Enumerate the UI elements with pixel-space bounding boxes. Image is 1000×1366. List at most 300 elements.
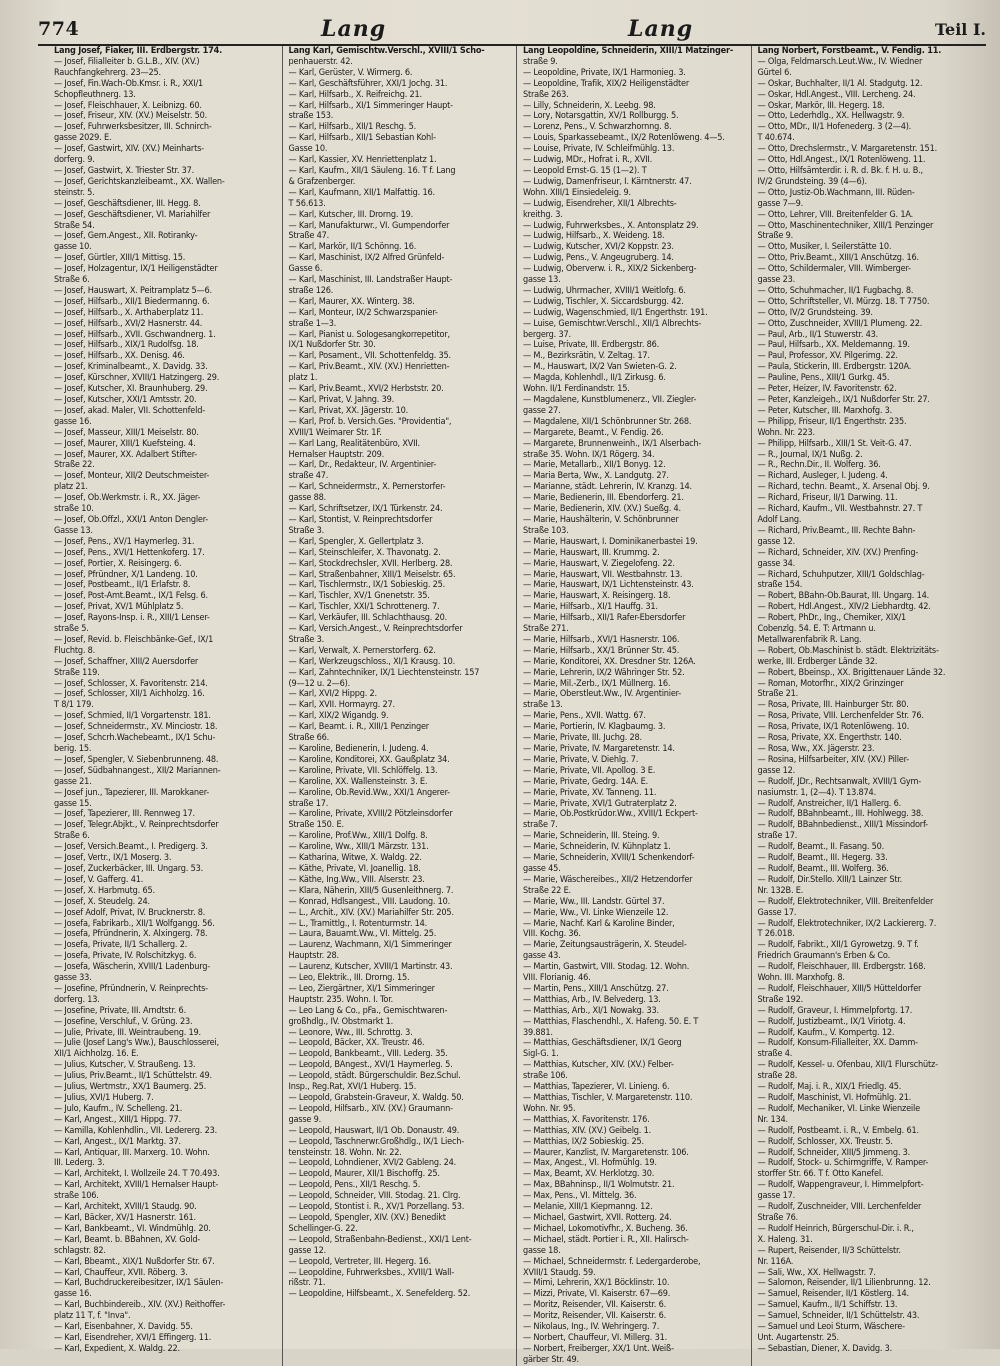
directory-entry: — Sebastian, Diener, X. Davidg. 3. xyxy=(757,1343,893,1354)
directory-entry: — Josef, Fleischhauer, X. Leibnizg. 60. xyxy=(54,100,202,111)
directory-entry: — Robert, Ob.Maschinist b. städt. Elektrizitäts- xyxy=(757,645,939,656)
directory-entry: straße 13. xyxy=(523,700,563,711)
directory-entry: — Ludwig, Wagenschmied, II/1 Engerthstr. 191. xyxy=(523,307,708,318)
directory-entry: — Otto, MDr., II/1 Hofenederg. 3 (2—4). xyxy=(757,122,912,133)
directory-entry: gasse 17. xyxy=(757,1191,796,1202)
directory-entry: Straße 3. xyxy=(288,634,325,645)
directory-entry: — Marie, Hilfsarb., XII/1 Rafer-Ebersdorfer xyxy=(523,613,686,624)
directory-entry: — Otto, IV/2 Grundsteing. 39. xyxy=(757,307,873,318)
directory-entry: storffer Str. 66. T f. Otto Kanefel. xyxy=(757,1169,884,1180)
directory-entry: — Josef, Schaffner, XIII/2 Auersdorfer xyxy=(54,656,199,667)
directory-entry: — Konrad, Hdlsangest., VIII. Laudong. 10. xyxy=(288,896,451,907)
directory-entry: — Karl Lang, Realitätenbüro, XVII. xyxy=(288,438,420,449)
directory-entry: — Otto, Hdl.Angest., IX/1 Rotenlöweng. 11. xyxy=(757,155,926,166)
directory-entry: — Karl, XVI/2 Hippg. 2. xyxy=(288,689,377,700)
directory-entry: — Karl, Expedient, X. Waldg. 22. xyxy=(54,1343,180,1354)
directory-entry: Friedrich Graumann's Erben & Co. xyxy=(757,951,890,962)
directory-entry: — Norbert, Chauffeur, VI. Millerg. 31. xyxy=(523,1332,668,1343)
directory-entry: — Karl, Steinschleifer, X. Thavonatg. 2. xyxy=(288,547,441,558)
directory-entry: — Leopold, Maurer, XII/1 Bischoffg. 25. xyxy=(288,1169,440,1180)
directory-entry: — Josef, Geschäftsdiener, III. Hegg. 8. xyxy=(54,198,201,209)
directory-entry: — Robert, Hdl.Angest., XIV/2 Liebhardtg. 42. xyxy=(757,602,931,613)
directory-entry: gasse 21. xyxy=(54,776,92,787)
directory-entry: rißstr. 71. xyxy=(288,1278,326,1289)
directory-entry: — Karl, Privat, V. Jahng. 39. xyxy=(288,395,394,405)
directory-entry: — Josef, Tapezierer, III. Rennweg 17. xyxy=(54,809,195,820)
directory-entry: — Olga, Feldmarsch.Leut.Ww., IV. Wiedner xyxy=(757,56,923,67)
directory-entry: — Marie, Wäschereibes., XII/2 Hetzendorfer xyxy=(523,874,693,885)
directory-entry: — Karl, XIX/2 Wigandg. 9. xyxy=(288,711,389,722)
directory-entry: — Josef, Maurer, XIII/1 Kuefsteing. 4. xyxy=(54,438,196,449)
directory-entry: — Rudolf, Wappengraveur, I. Himmelpfort- xyxy=(757,1180,924,1191)
directory-entry: — Samuel, Reisender, II/1 Köstlerg. 14. xyxy=(757,1289,909,1300)
directory-entry: — Josef, Maurer, XX. Adalbert Stifter- xyxy=(54,449,198,460)
directory-entry: — Karl, Schneidermstr., X. Pernerstorfer- xyxy=(288,482,446,493)
directory-entry: — Julius, Kutscher, V. Straußeng. 13. xyxy=(54,1060,196,1071)
directory-entry: — Leopold, Lohndiener, XVI/2 Gableng. 24. xyxy=(288,1158,457,1169)
directory-entry: — Marie, Private, XVI/1 Gutraterplatz 2. xyxy=(523,798,677,809)
directory-entry: Nr. 132B. E. xyxy=(757,885,804,896)
directory-entry: — Josef, Fin.Wach-Ob.Kmsr. i. R., XXI/1 xyxy=(54,78,204,89)
directory-entry: — Otto, Hilfsämterdir. i. R. d. Bk. f. H. u. B., xyxy=(757,165,923,176)
directory-entry: — Josef, X. Harbmutg. 65. xyxy=(54,885,155,896)
directory-entry: — Matthias, IX/2 Sobieskig. 25. xyxy=(523,1136,644,1147)
directory-entry: — Rosa, Private, III. Hainburger Str. 80. xyxy=(757,700,909,711)
directory-entry: straße 9. xyxy=(523,56,558,67)
directory-entry: — Josef, Schneidermstr., XV. Minciostr. 18. xyxy=(54,722,218,733)
directory-entry: gasse 16. xyxy=(54,416,92,427)
directory-entry: — Josef, Geschäftsdiener, VI. Mariahilfer xyxy=(54,209,211,220)
directory-entry: — Marie, Haushälterin, V. Schönbrunner xyxy=(523,514,679,525)
directory-entry: — Rudolf, Mechaniker, VI. Linke Wienzeile xyxy=(757,1103,920,1114)
directory-entry: — Julo, Kaufm., IV. Schelleng. 21. xyxy=(54,1103,183,1114)
directory-entry: — Marie, Hilfsarb., XI/1 Hauffg. 31. xyxy=(523,602,658,613)
running-head-left: Lang xyxy=(321,16,387,42)
directory-entry: — Robert, BBahn-Ob.Baurat, III. Ungarg. 14. xyxy=(757,591,929,602)
directory-entry: Straße 271. xyxy=(523,624,569,635)
directory-entry: — Julie (Josef Lang's Ww.), Bauschlosserei, xyxy=(54,1038,219,1049)
directory-entry: — Rudolf, Maj. i. R., XIX/1 Friedlg. 45. xyxy=(757,1082,902,1093)
directory-entry: — Roman, Motorfhr., XIX/2 Grinzinger xyxy=(757,678,904,689)
directory-entry: Straße 263. xyxy=(523,89,569,100)
directory-entry: platz 21. xyxy=(54,482,88,493)
directory-entry: — Karl, Geschäftsführer, XXI/1 Jochg. 31. xyxy=(288,78,448,89)
directory-entry: platz 11 T, f. "Inva". xyxy=(54,1311,131,1322)
directory-entry: — Josef, Revid. b. Fleischbänke-Gef., IX/1 xyxy=(54,634,214,645)
directory-entry: — Karl, Kassier, XV. Henriettenplatz 1. xyxy=(288,155,437,166)
directory-entry: — Leopold, städt. Bürgerschuldir. Bez.Schul. xyxy=(288,1071,461,1082)
directory-entry: straße 106. xyxy=(54,1191,99,1202)
directory-entry: — Karl, Straßenbahner, XIII/1 Meiselstr. 65. xyxy=(288,569,456,580)
directory-entry: — Rudolf, Kaufm., V. Kompertg. 12. xyxy=(757,1027,895,1038)
directory-entry: — Matthias, Geschäftsdiener, IX/1 Georg xyxy=(523,1038,682,1049)
directory-entry: — Marie, Hauswart, VII. Westbahnstr. 13. xyxy=(523,569,683,580)
directory-entry: — Maria Berta, Ww., X. Landgutg. 27. xyxy=(523,471,669,482)
directory-entry: — Karl, Maschinist, IX/2 Alfred Grünfeld- xyxy=(288,253,445,264)
directory-entry: — Ludwig, Hilfsarb., X. Weideng. 18. xyxy=(523,231,665,242)
directory-entry: — Josef, X. Steudelg. 24. xyxy=(54,896,150,907)
directory-entry: — Rudolf, Justizbeamt., IX/1 Viriotg. 4. xyxy=(757,1016,906,1027)
directory-entry: — Karl, Beamt. i. R., XIII/1 Penzinger xyxy=(288,722,429,733)
directory-entry: — Karl, Tischler, XXI/1 Schrottenerg. 7. xyxy=(288,602,440,613)
directory-entry: Straße 21. xyxy=(757,689,799,700)
directory-entry: — Josef, Schlosser, XII/1 Aichholzg. 16. xyxy=(54,689,205,700)
directory-entry: — Otto, Musiker, I. Seilerstätte 10. xyxy=(757,242,892,253)
directory-entry: — Marie, Private, XV. Tanneng. 11. xyxy=(523,787,657,798)
directory-entry: — L., Tramittlg., I. Rotenturmstr. 14. xyxy=(288,918,428,929)
directory-entry: — Otto, Schuhmacher, II/1 Fugbachg. 8. xyxy=(757,285,914,296)
directory-entry: — Karl, Architekt, XVIII/1 Staudg. 90. xyxy=(54,1202,197,1213)
directory-entry: — Karl, Markör, II/1 Schönng. 16. xyxy=(288,242,417,253)
directory-entry: — Karl, Angest., IX/1 Marktg. 37. xyxy=(54,1136,181,1147)
directory-entry: — Leopold, Bäcker, XX. Treustr. 46. xyxy=(288,1038,425,1049)
directory-entry: — Josef, Post-Amt.Beamt., IX/1 Felsg. 6. xyxy=(54,591,208,602)
directory-entry: straße 126. xyxy=(288,285,334,296)
directory-entry: Sigl-G. 1. xyxy=(523,1049,559,1060)
directory-entry: — Rudolf, Beamt., II. Fasang. 50. xyxy=(757,842,885,853)
directory-entry: Metallwarenfabrik R. Lang. xyxy=(757,634,862,645)
directory-entry: — Rudolf Heinrich, Bürgerschul-Dir. i. R., xyxy=(757,1223,914,1234)
directory-entry: gasse 7—9. xyxy=(757,198,804,209)
directory-entry: — R., Journal, IX/1 Nußg. 2. xyxy=(757,449,863,460)
directory-entry: — Leopold, Vertreter, III. Hegerg. 16. xyxy=(288,1256,431,1267)
directory-entry: — Karl, Hilfsarb., XII/1 Sebastian Kohl- xyxy=(288,133,436,144)
directory-entry: — Leopoldine, Trafik, XIX/2 Heiligenstädter xyxy=(523,78,689,89)
directory-entry: — Rudolf, JDr., Rechtsanwalt, XVIII/1 Gym- xyxy=(757,776,922,787)
directory-entry: — Leopold, BAngest., XVI/1 Haymerleg. 5. xyxy=(288,1060,453,1071)
directory-entry: — Karl, Manufakturwr., VI. Gumpendorfer xyxy=(288,220,450,231)
directory-entry: — Louis, Sparkassebeamt., IX/2 Rotenlöweng. 4—5. xyxy=(523,133,725,144)
directory-entry: — Josefine, Private, III. Arndtstr. 6. xyxy=(54,1005,186,1016)
directory-entry: — Marie, Bedienerin, XIV. (XV.) Sueßg. 4. xyxy=(523,504,681,515)
directory-entry: — Josefa, Private, IV. Rolschitzkyg. 6. xyxy=(54,951,197,962)
directory-entry: — Matthias, Tischler, V. Margaretenstr. 110. xyxy=(523,1093,693,1103)
directory-columns xyxy=(48,46,986,1365)
directory-entry: Wohn. Nr. 223. xyxy=(757,427,815,438)
directory-entry: — Karl, Posament., VII. Schottenfeldg. 35. xyxy=(288,351,451,362)
directory-entry: — Max, Beamt, XV. Herklotzg. 30. xyxy=(523,1169,655,1180)
directory-entry: Straße 103. xyxy=(523,525,569,536)
directory-entry: Gasse 10. xyxy=(288,144,328,155)
directory-entry: — Josef, Gastwirt, XIV. (XV.) Meinharts- xyxy=(54,144,204,155)
directory-entry: gasse 34. xyxy=(757,558,796,569)
directory-entry: — Josef, Vertr., IX/1 Moserg. 3. xyxy=(54,853,172,864)
directory-entry: straße 7. xyxy=(523,820,558,831)
directory-entry: — Paul, Professor, XV. Pilgerimg. 22. xyxy=(757,351,898,362)
directory-entry: gasse 43. xyxy=(523,951,561,962)
directory-entry: — Karl, Hilfsarb., XII/1 Reschg. 5. xyxy=(288,122,416,133)
directory-entry: — Karl, Antiquar, III. Marxerg. 10. Wohn. xyxy=(54,1147,210,1158)
directory-entry: — Rudolf, Zuschneider, VIII. Lerchenfelder xyxy=(757,1202,922,1213)
directory-entry: gasse 27. xyxy=(523,405,561,416)
directory-entry: — Richard, techn. Beamt., X. Arsenal Obj. 9. xyxy=(757,482,930,493)
directory-entry: Cobenzlg. 54. E. T: Artmann u. xyxy=(757,624,876,635)
directory-entry: — Oskar, Markör, III. Hegerg. 18. xyxy=(757,100,885,111)
directory-entry: — Salomon, Reisender, II/1 Lilienbrunng. 12. xyxy=(757,1278,931,1289)
directory-entry: — Oskar, Hdl.Angest., VIII. Lercheng. 24. xyxy=(757,89,916,100)
directory-entry: — Josef, Gürtler, XIII/1 Mittisg. 15. xyxy=(54,253,186,264)
directory-entry: — Karl, Schriftsetzer, IX/1 Türkenstr. 24. xyxy=(288,504,443,515)
directory-entry: — Josefa, Pfründnerin, X. Alxingerg. 78. xyxy=(54,929,208,940)
directory-entry: — Marie, Hauswart, I. Dominikanerbastei 19. xyxy=(523,536,698,547)
directory-entry: — Leopoldine, Private, IX/1 Harmonieg. 3. xyxy=(523,67,686,78)
directory-entry: — Karl, Stontist, V. Reinprechtsdorfer xyxy=(288,514,433,525)
directory-entry: — Josefine, Verschluf., V. Grüng. 23. xyxy=(54,1016,193,1027)
directory-entry: — Ludwig, Oberverw. i. R., XIX/2 Sickenberg- xyxy=(523,264,697,275)
directory-entry: straße 47. xyxy=(288,471,329,482)
directory-entry: gasse 13. xyxy=(523,275,561,286)
directory-entry: straße 106. xyxy=(523,1071,568,1082)
directory-entry: — Rudolf, Konsum-Filialleiter, XX. Damm- xyxy=(757,1038,918,1049)
directory-entry: — Karl, Hilfsarb., X. Reifreichg. 21. xyxy=(288,89,422,100)
directory-entry: — Rupert, Reisender, II/3 Schüttelstr. xyxy=(757,1245,901,1256)
directory-entry: gasse 33. xyxy=(54,973,92,984)
directory-entry: — Max, BBahninsp., II/1 Wolmutstr. 21. xyxy=(523,1180,675,1191)
directory-entry: Wohn. III. Marxhofg. 8. xyxy=(757,973,845,984)
directory-entry: — Michael, Lokomotivfhr., X. Bucheng. 36. xyxy=(523,1223,688,1234)
directory-entry: Gürtel 6. xyxy=(757,67,792,78)
directory-entry: gasse 2029. E. xyxy=(54,133,112,144)
directory-entry: Straße 22 E. xyxy=(523,885,571,896)
directory-entry: — Margarete, Brunnenweinh., IX/1 Alserbach- xyxy=(523,438,702,449)
directory-entry: — Karl, Bbeamt., XIX/1 Nußdorfer Str. 67. xyxy=(54,1256,215,1267)
directory-entry: — Maurer, Kanzlist, IV. Margaretenstr. 106. xyxy=(523,1147,689,1158)
directory-entry: — Ludwig, Uhrmacher, XVIII/1 Weitlofg. 6. xyxy=(523,285,686,296)
directory-entry: — Rudolf, Fleischhauer, XIII/5 Hütteldorfer xyxy=(757,983,922,994)
directory-entry: — Peter, Heizer, IV. Favoritenstr. 62. xyxy=(757,384,897,395)
directory-entry: — Rosa, Private, VIII. Lerchenfelder Str. 76. xyxy=(757,711,924,722)
directory-entry: — Karl, Versich.Angest., V. Reinprechtsdorfer xyxy=(288,624,463,635)
directory-entry: — Josef, Masseur, XIII/1 Meiselstr. 80. xyxy=(54,427,199,438)
directory-entry: Hauptstr. 235. Wohn. I. Tor. xyxy=(288,994,393,1005)
directory-entry: Straße 6. xyxy=(54,275,90,286)
directory-entry: — Max, Pens., VI. Mittelg. 36. xyxy=(523,1191,637,1202)
directory-entry: — Max, Angest., VI. Hofmühlg. 19. xyxy=(523,1158,657,1169)
directory-entry: — Marie, Private, IV. Margaretenstr. 14. xyxy=(523,744,675,754)
directory-entry: — Karl, Kaufmann, XII/1 Malfattig. 16. xyxy=(288,187,435,198)
directory-entry: — Leopold, Hauswart, II/1 Ob. Donaustr. 49. xyxy=(288,1125,460,1136)
directory-entry: — Richard, Kaufm., VII. Westbahnstr. 27. T xyxy=(757,504,923,515)
directory-entry: — Pauline, Pens., XIII/1 Gurkg. 45. xyxy=(757,373,890,384)
directory-entry: — Josef, Südbahnangest., XII/2 Mariannen- xyxy=(54,765,221,776)
directory-entry: — Josef, Privat, XV/1 Mühlplatz 5. xyxy=(54,602,184,613)
directory-entry: — Josef, Kriminalbeamt., X. Davidg. 33. xyxy=(54,362,208,373)
directory-entry: Adolf Lang. xyxy=(757,514,802,525)
directory-entry: T 56.613. xyxy=(288,198,326,209)
directory-entry: — Karl, Bäcker, XV/1 Hasnerstr. 161. xyxy=(54,1212,196,1223)
directory-entry: — Ludwig, Pens., V. Angeugruberg. 14. xyxy=(523,253,674,264)
directory-entry: Fluchtg. 8. xyxy=(54,645,96,656)
directory-entry: dorferg. 13. xyxy=(54,994,100,1005)
directory-entry: — Luise, Private, III. Erdbergstr. 86. xyxy=(523,340,660,351)
directory-entry: — Karl, Privat, XX. Jägerstr. 10. xyxy=(288,405,409,416)
directory-entry: — Otto, Schriftsteller, VI. Mürzg. 18. T 7750. xyxy=(757,296,930,307)
directory-entry: — Marie, Private, V. Diehlg. 7. xyxy=(523,754,639,765)
directory-entry: — Kamilla, Kohlenhdlin., VII. Ledererg. 23. xyxy=(54,1125,217,1136)
directory-entry: — Josef, Spengler, V. Siebenbrunneng. 48. xyxy=(54,754,219,765)
directory-entry: — Karl, Angest., XIII/1 Hippg. 77. xyxy=(54,1114,181,1125)
directory-entry: — Richard, Priv.Beamt., III. Rechte Bahn- xyxy=(757,525,916,536)
directory-entry: — Josef, Hauswart, X. Peitramplatz 5—6. xyxy=(54,285,212,296)
directory-entry: — Leopold, Pens., XII/1 Reschg. 5. xyxy=(288,1180,421,1191)
directory-entry: — Karl, Kutscher, III. Drorng. 19. xyxy=(288,209,414,220)
directory-entry: berig. 15. xyxy=(54,744,92,754)
directory-entry: — Josef, Pens., XV/1 Haymerleg. 31. xyxy=(54,536,195,547)
directory-entry: — Marie, Bedienerin, III. Ebendorferg. 21. xyxy=(523,493,684,504)
directory-entry: — Richard, Schneider, XIV. (XV.) Prenfing- xyxy=(757,547,919,558)
directory-entry: — Ludwig, Tischler, X. Siccardsburgg. 42. xyxy=(523,296,684,307)
directory-entry: — Josef, akad. Maler, VII. Schottenfeld- xyxy=(54,405,205,416)
directory-entry: — Marie, Schneiderin, IV. Kühnplatz 1. xyxy=(523,842,671,853)
directory-entry: — Karl, Hilfsarb., XI/1 Simmeringer Haupt- xyxy=(288,100,453,111)
directory-entry: — Josef, Fuhrwerksbesitzer, III. Schnirch- xyxy=(54,122,212,133)
directory-entry: — Samuel, Kaufm., II/1 Schiffstr. 13. xyxy=(757,1300,898,1311)
directory-entry: — L., Archit., XIV. (XV.) Mariahilfer Str. 205. xyxy=(288,907,454,918)
directory-entry: — Marie, Ob.Postkrüdor.Ww., XVIII/1 Eckpert- xyxy=(523,809,698,820)
directory-entry: IX/1 Nußdorfer Str. 30. xyxy=(288,340,376,351)
directory-entry: — Karl, Tischler, XV/1 Gnenetstr. 35. xyxy=(288,591,430,602)
directory-entry: — Moritz, Reisender, VII. Kaiserstr. 6. xyxy=(523,1300,666,1311)
directory-entry: Rauchfangkehrerg. 23—25. xyxy=(54,67,161,78)
directory-entry: — Josefa, Fabrikarb., XII/1 Wolfgangg. 56. xyxy=(54,918,215,929)
directory-entry: Insp., Reg.Rat, XVI/1 Huberg. 15. xyxy=(288,1082,417,1093)
directory-entry: — Matthias, Flaschendhl., X. Hafeng. 50. E. T xyxy=(523,1016,699,1027)
directory-entry: Straße 6. xyxy=(54,831,90,842)
directory-entry: Nr. 134. xyxy=(757,1114,788,1125)
directory-entry: — Josef, Gerichtskanzleibeamt., XX. Wallen- xyxy=(54,176,225,187)
directory-entry: — Josef, Zuckerbäcker, III. Ungarg. 53. xyxy=(54,863,203,874)
directory-entry: — Robert, PhDr., Ing., Chemiker, XIX/1 xyxy=(757,613,907,624)
directory-entry: — Julius, Priv.Beamt., II/1 Schüttelstr. 49. xyxy=(54,1071,212,1082)
directory-entry: — Otto, Drechslermstr., V. Margaretenstr. 151. xyxy=(757,144,937,155)
directory-entry: gasse 45. xyxy=(523,863,561,874)
directory-entry: — Karl, Buchbindereib., XIV. (XV.) Reithoffer- xyxy=(54,1300,226,1311)
directory-entry: Straße 3. xyxy=(288,525,325,536)
directory-entry: — Karl, Eisenbahner, X. Davidg. 55. xyxy=(54,1322,193,1333)
column-3 xyxy=(517,46,752,1366)
directory-entry: — Marie, Hilfsarb., XX/1 Brünner Str. 45. xyxy=(523,645,680,656)
directory-entry: — Leo, Ziergärtner, XI/1 Simmeringer xyxy=(288,983,435,994)
directory-entry: — Josef, Schcrh.Wachebeamt., IX/1 Schu- xyxy=(54,733,216,744)
directory-entry: — Leo, Elektrik., III. Drorng. 15. xyxy=(288,973,410,984)
directory-entry: — Leopold, Stontist i. R., XV/1 Porzellang. 53. xyxy=(288,1202,465,1213)
directory-entry: 39.881. xyxy=(523,1027,553,1038)
directory-entry: — Philipp, Hilfsarb., XIII/1 St. Veit-G. 47. xyxy=(757,438,912,449)
directory-entry: — Matthias, XIV. (XV.) Geibelg. 1. xyxy=(523,1125,651,1136)
directory-entry: — Josef, V. Gafferg. 41. xyxy=(54,874,144,885)
directory-entry: — Rudolf, Stock- u. Schirmgriffe, V. Ramper- xyxy=(757,1158,929,1169)
directory-entry: — Leopold, Schneider, VIII. Stodag. 21. Clrg. xyxy=(288,1191,461,1202)
directory-entry: — Marianne, städt. Lehrerin, IV. Kranzg. 14. xyxy=(523,482,692,493)
directory-entry: — Karl, Dr., Redakteur, IV. Argentinier- xyxy=(288,460,437,471)
directory-entry: — Josef, Telegr.Abjkt., V. Reinprechtsdorfer xyxy=(54,820,219,831)
directory-entry: Lang Josef, Fiaker, III. Erdbergstr. 174. xyxy=(54,46,222,56)
directory-entry: T 8/1 179. xyxy=(54,700,94,711)
directory-entry: T 26.018. xyxy=(757,929,795,940)
directory-entry: — Marie, Private, Gedrg. 14A. E. xyxy=(523,776,648,787)
directory-entry: gasse 18. xyxy=(523,1245,561,1256)
directory-entry: werke, III. Erdberger Lände 32. xyxy=(757,656,878,667)
directory-entry: — Peter, Kanzleigeh., IX/1 Nußdorfer Str. 27. xyxy=(757,395,930,405)
directory-entry: — Moritz, Reisender, VII. Kaiserstr. 6. xyxy=(523,1311,666,1322)
directory-entry: — Josef, Hilfsarb., XVI/2 Hasnerstr. 44. xyxy=(54,318,203,329)
directory-entry: Straße 47. xyxy=(288,231,330,242)
directory-entry: XVIII/1 Staudg. 59. xyxy=(523,1267,596,1278)
directory-entry: — Leopold, Spengler, XIV. (XV.) Benedikt xyxy=(288,1212,446,1223)
directory-entry: — Paul, Hilfsarb., XX. Meldemanng. 19. xyxy=(757,340,910,351)
directory-entry: — Leopold Ernst-G. 15 (1—2). T xyxy=(523,165,647,176)
directory-entry: — Karoline, Ww., XIII/1 Märzstr. 131. xyxy=(288,842,429,853)
directory-entry: — Marie, Hauswart, III. Krummg. 2. xyxy=(523,547,660,558)
directory-entry: — Josef, Ob.Offzl., XXI/1 Anton Dengler- xyxy=(54,514,209,525)
directory-entry: — Matthias, Tapezierer, VI. Linieng. 6. xyxy=(523,1082,670,1093)
directory-entry: — Matthias, Kutscher, XIV. (XV.) Felber- xyxy=(523,1060,674,1071)
directory-entry: Straße 22. xyxy=(54,460,95,471)
directory-entry: straße 5. xyxy=(54,624,89,635)
directory-entry: — Marie, Pens., XVII. Wattg. 67. xyxy=(523,711,646,722)
directory-entry: — Josef, Monteur, XII/2 Deutschmeister- xyxy=(54,471,210,482)
directory-entry: — Käthe, Ing.Ww., VIII. Alserstr. 23. xyxy=(288,874,425,885)
directory-entry: — Rosa, Ww., XX. Jägerstr. 23. xyxy=(757,744,875,754)
directory-entry: gasse 10. xyxy=(54,242,92,253)
directory-entry: — Rudolf, Schlosser, XX. Treustr. 5. xyxy=(757,1136,893,1147)
directory-entry: & Grafzenberger. xyxy=(288,176,356,187)
directory-entry: — Josef, Schlosser, X. Favoritenstr. 214. xyxy=(54,678,208,689)
directory-entry: — Leopold, Straßenbahn-Bedienst., XXI/1 Lent- xyxy=(288,1234,472,1245)
directory-entry: — Karl, XVII. Hormayrg. 27. xyxy=(288,700,395,711)
directory-entry: — Marie, Hauswart, X. Reisingerg. 18. xyxy=(523,591,671,602)
directory-entry: — Laura, Bauamt.Ww., VI. Mittelg. 25. xyxy=(288,929,437,940)
directory-entry: — Karl, Eisendreher, XVI/1 Effingerg. 11. xyxy=(54,1332,212,1343)
column-4 xyxy=(752,46,987,1366)
directory-entry: (9—12 u. 2—6). xyxy=(288,678,351,689)
directory-entry: — Rudolf, Elektrotechniker, VIII. Breitenfelder xyxy=(757,896,934,907)
directory-entry: — Josef, Schmied, II/1 Vorgartenstr. 181. xyxy=(54,711,211,722)
directory-entry: — Marie, Lehrerin, IX/2 Währinger Str. 52. xyxy=(523,667,685,678)
directory-entry: — Karoline, Private, XVIII/2 Pötzleinsdorfer xyxy=(288,809,453,820)
directory-entry: — Josef, Hilfsarb., X. Arthaberplatz 11. xyxy=(54,307,204,318)
directory-entry: — Ludwig, Kutscher, XVI/2 Koppstr. 23. xyxy=(523,242,674,253)
part-label: Teil I. xyxy=(934,19,986,39)
directory-entry: gasse 88. xyxy=(288,493,327,504)
directory-entry: — Karl, Tischlermstr., IX/1 Sobieskig. 25. xyxy=(288,580,446,591)
directory-entry: — Josef, Gastwirt, X. Triester Str. 37. xyxy=(54,165,195,176)
directory-entry: — Otto, Maschinentechniker, XIII/1 Penzinger xyxy=(757,220,934,231)
directory-entry: — Matthias, Arb., IV. Belvederg. 13. xyxy=(523,994,661,1005)
directory-entry: — Ludwig, MDr., Hofrat i. R., XVII. xyxy=(523,155,653,166)
directory-entry: — Mimi, Lehrerin, XX/1 Böcklinstr. 10. xyxy=(523,1278,670,1289)
directory-entry: — Martin, Pens., XIII/1 Anschützg. 27. xyxy=(523,983,669,994)
directory-entry: — Katharina, Witwe, X. Waldg. 22. xyxy=(288,853,422,864)
directory-entry: — Karoline, Konditorei, XX. Gaußplatz 34. xyxy=(288,754,450,765)
directory-entry: — Rudolf, Anstreicher, II/1 Hallerg. 6. xyxy=(757,798,902,809)
directory-entry: — Karl, Werkzeugschloss., XI/1 Krausg. 10. xyxy=(288,656,456,667)
directory-entry: — Lory, Notarsgattin, XV/1 Rollburgg. 5. xyxy=(523,111,679,122)
directory-entry: — Otto, Lehrer, VIII. Breitenfelder G. 1A. xyxy=(757,209,913,220)
directory-entry: — Matthias, X. Favoritenstr. 176. xyxy=(523,1114,650,1125)
directory-entry: — Rudolf, Postbeamt. i. R., V. Embelg. 61. xyxy=(757,1125,919,1136)
directory-entry: Straße 76. xyxy=(757,1212,799,1223)
directory-entry: — Julius, XVI/1 Huberg. 7. xyxy=(54,1093,154,1103)
directory-entry: — Josef, Gem.Angest., XII. Rotiranky- xyxy=(54,231,198,242)
directory-entry: — Josef, Kutscher, XI. Braunhuberg. 29. xyxy=(54,384,208,395)
directory-entry: — Karl, Spengler, X. Gellertplatz 3. xyxy=(288,536,424,547)
directory-entry: — Marie, Metallarb., XII/1 Bonyg. 12. xyxy=(523,460,666,471)
directory-entry: — Rudolf, Dir.Stello. XIII/1 Lainzer Str. xyxy=(757,874,903,885)
directory-entry: — Paula, Stickerin, III. Erdbergstr. 120A. xyxy=(757,362,912,373)
directory-entry: — Norbert, Freiberger, XX/1 Unt. Weiß- xyxy=(523,1343,674,1354)
directory-entry: — Rudolf, Fabrikt., XII/1 Gyrowetzg. 9. T f. xyxy=(757,940,919,951)
